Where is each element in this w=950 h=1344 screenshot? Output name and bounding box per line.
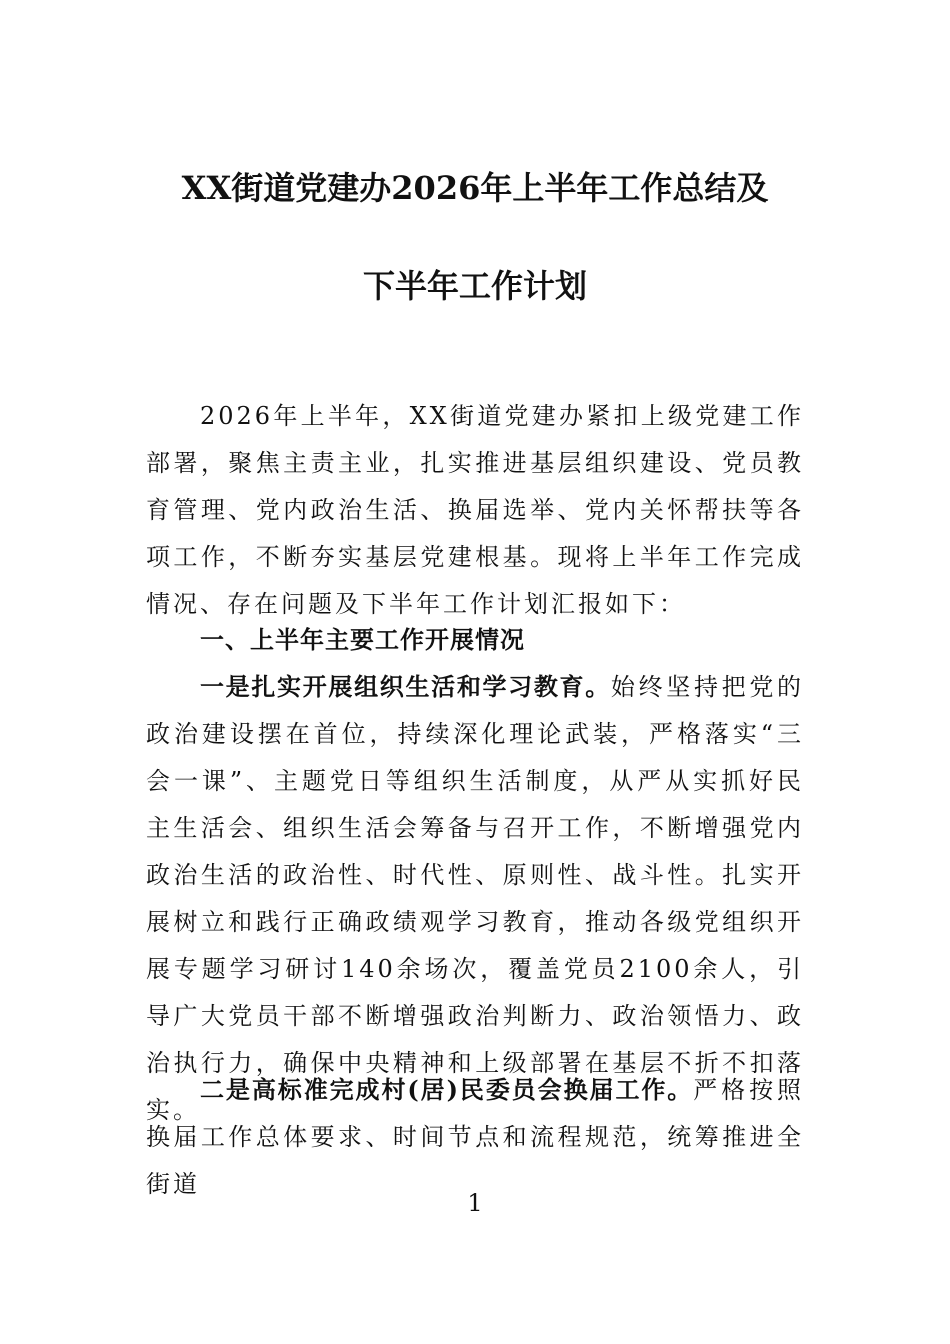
- item2-lead: 二是高标准完成村(居)民委员会换届工作。: [200, 1075, 694, 1104]
- item1-paragraph: [146, 663, 804, 1134]
- page-number: 1: [467, 1189, 483, 1217]
- document-title-line2: 下半年工作计划: [362, 267, 587, 305]
- intro-paragraph: 2026年上半年，XX街道党建办紧扣上级党建工作部署，聚焦主责主业，扎实推进基层组织建设、党员教育管理、党内政治生活、换届选举、党内关怀帮扶等各项工作，不断夯实基层党建根基。现将上半年工作完成情况、存在问题及下半年工作计划汇报如下：: [146, 402, 804, 618]
- item2-body: 严格按照换届工作总体要求、时间节点和流程规范，统筹推进全街道: [146, 1076, 804, 1198]
- item1-lead: 一是扎实开展组织生活和学习教育。: [200, 672, 611, 701]
- document-title-line1: XX街道党建办2026年上半年工作总结及: [181, 169, 769, 207]
- item1-body: 始终坚持把党的政治建设摆在首位，持续深化理论武装，严格落实“三会一课”、主题党日等组织生活制度，从严从实抓好民主生活会、组织生活会筹备与召开工作，不断增强党内政治生活的政治性、时代性、原则性、战斗性。扎实开展树立和践行正确政绩观学习教育，推动各级党组织开展专题学习研讨140余场次，覆盖党员2100余人，引导广大党员干部不断增强政治判断力、政治领悟力、政治执行力，确保中央精神和上级部署在基层不折不扣落实。: [146, 673, 805, 1124]
- section-heading: 一、上半年主要工作开展情况: [200, 626, 525, 654]
- item2-paragraph: [146, 1066, 804, 1208]
